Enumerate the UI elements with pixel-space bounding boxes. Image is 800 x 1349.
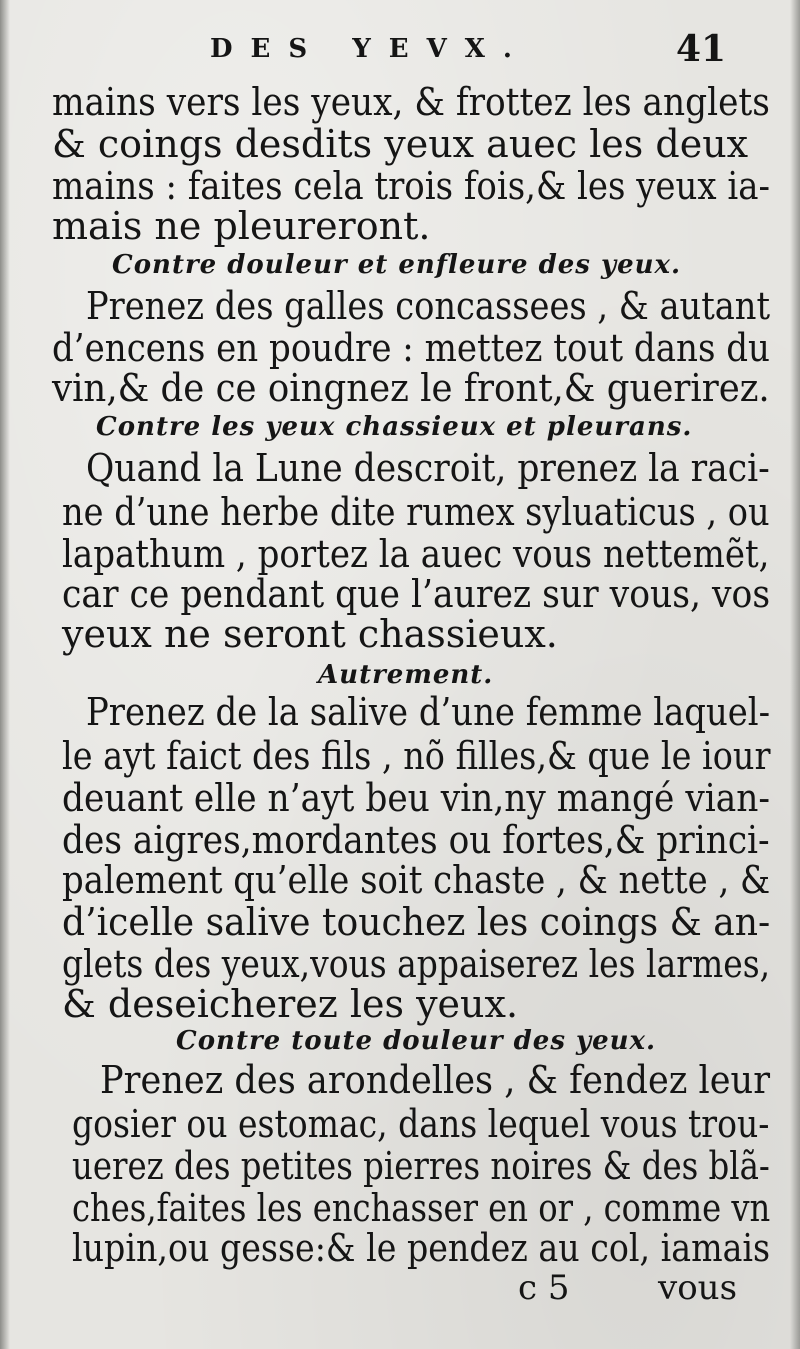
section-heading: Contre toute douleur des yeux. <box>176 1026 657 1056</box>
text-line: Prenez des arondelles , & fendez leur <box>100 1058 771 1102</box>
page-edge-left <box>0 0 10 1349</box>
text-line: & coings desdits yeux auec les deux <box>52 122 749 166</box>
text-line: lapathum , portez la auec vous nettemẽt, <box>62 532 770 576</box>
text-line: glets des yeux,vous appaiserez les larmes, <box>62 942 771 986</box>
text-line: & deseicherez les yeux. <box>62 982 519 1026</box>
section-heading: Contre douleur et enfleure des yeux. <box>112 250 682 280</box>
text-line: Prenez des galles concassees , & autant <box>86 284 771 328</box>
text-line: d’icelle salive touchez les coings & an- <box>62 900 771 944</box>
text-line: yeux ne seront chassieux. <box>62 612 558 656</box>
text-line: mains vers les yeux, & frottez les anglets <box>52 80 770 124</box>
text-line: lupin,ou gesse:& le pendez au col, iamais <box>72 1226 771 1270</box>
text-line: uerez des petites pierres noires & des blã- <box>72 1144 770 1188</box>
text-line: vin,& de ce oingnez le front,& guerirez. <box>52 366 770 410</box>
text-line: Quand la Lune descroit, prenez la raci- <box>86 446 770 490</box>
running-head: DES YEVX. <box>210 34 530 64</box>
section-heading: Contre les yeux chassieux et pleurans. <box>96 412 693 442</box>
signature-mark: c 5 <box>518 1268 570 1308</box>
catchword: vous <box>658 1268 738 1308</box>
text-line: gosier ou estomac, dans lequel vous trou- <box>72 1102 770 1146</box>
page-number: 41 <box>676 28 727 70</box>
text-line: palement qu’elle soit chaste , & nette , & <box>62 858 771 902</box>
text-line: mains : faites cela trois fois,& les yeux ia- <box>52 164 770 208</box>
text-line: car ce pendant que l’aurez sur vous, vos <box>62 572 771 616</box>
text-line: des aigres,mordantes ou fortes,& princi- <box>62 818 770 862</box>
text-line: deuant elle n’ayt beu vin,ny mangé vian- <box>62 776 771 820</box>
text-line: ches,faites les enchasser en or , comme vn <box>72 1186 771 1230</box>
text-line: d’encens en poudre : mettez tout dans du <box>52 326 770 370</box>
text-line: ne d’une herbe dite rumex syluaticus , ou <box>62 490 770 534</box>
section-heading: Autrement. <box>318 660 494 690</box>
page-edge-right <box>790 0 800 1349</box>
text-line: Prenez de la salive d’une femme laquel- <box>86 690 771 734</box>
text-line: mais ne pleureront. <box>52 204 431 248</box>
text-line: le ayt faict des fils , nõ filles,& que le iour <box>62 734 771 778</box>
